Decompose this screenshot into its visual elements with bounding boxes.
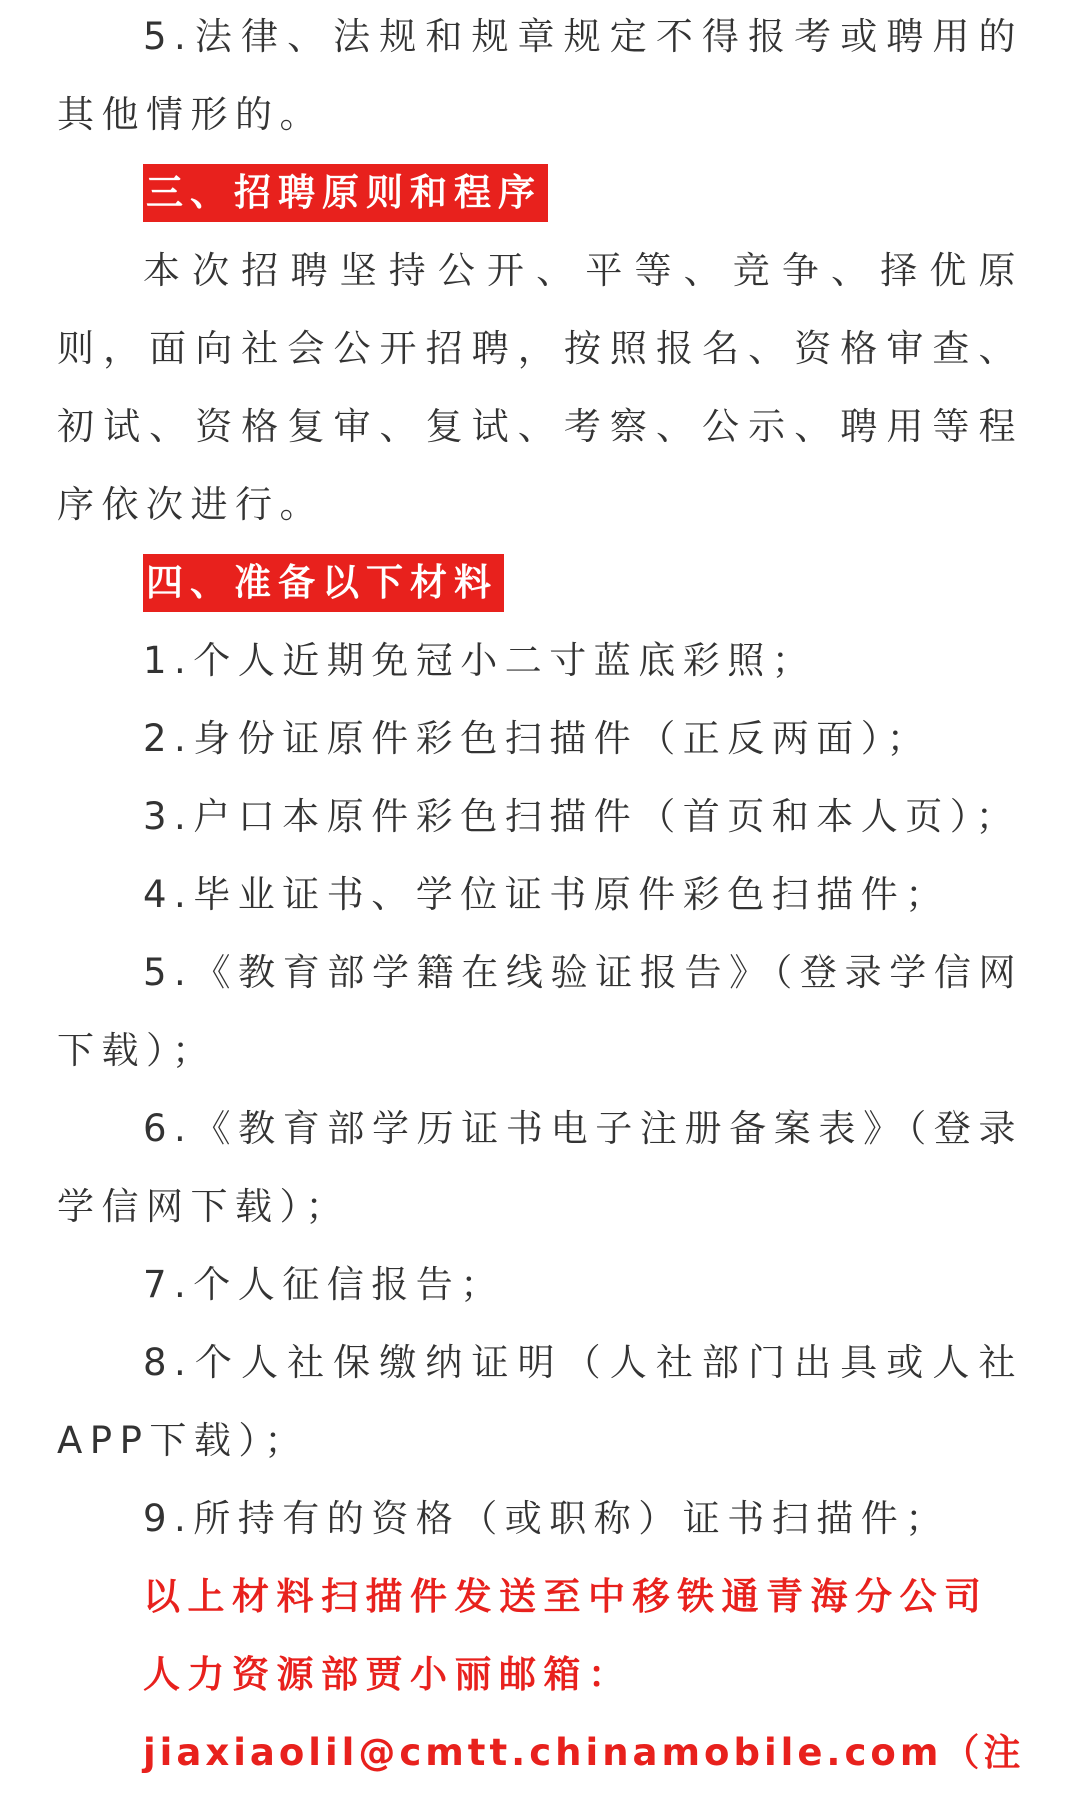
material-item-6: 6.《教育部学历证书电子注册备案表》（登录学信网下载）； <box>57 1107 1023 1228</box>
section-4-heading-label: 四、准备以下材料 <box>143 554 504 612</box>
material-item-7: 7.个人征信报告； <box>143 1263 505 1306</box>
submission-notice-line-2 <box>143 1636 1023 1714</box>
article-content <box>57 0 1023 1792</box>
email-line <box>143 1714 1023 1792</box>
material-item-3: 3.户口本原件彩色扫描件（首页和本人页）； <box>143 795 1021 838</box>
material-item-4: 4.毕业证书、学位证书原件彩色扫描件； <box>143 873 950 916</box>
submission-notice-text-1: 以上材料扫描件发送至中移铁通青海分公司 <box>143 1575 989 1618</box>
section-3-heading-label: 三、招聘原则和程序 <box>143 164 548 222</box>
submission-notice-line-1 <box>143 1558 1023 1636</box>
material-item-5: 5.《教育部学籍在线验证报告》（登录学信网下载）； <box>57 951 1023 1072</box>
submission-notice-text-2: 人力资源部贾小丽邮箱： <box>143 1653 633 1696</box>
material-item-1: 1.个人近期免冠小二寸蓝底彩照； <box>143 639 817 682</box>
disqualification-item-5: 5.法律、法规和规章规定不得报考或聘用的其他情形的。 <box>57 15 1023 136</box>
email-line-note-start: 注 <box>983 1731 1025 1774</box>
section-3-heading <box>143 154 1023 232</box>
material-item-2: 2.身份证原件彩色扫描件（正反两面）； <box>143 717 932 760</box>
material-item-9: 9.所持有的资格（或职称）证书扫描件； <box>143 1497 950 1540</box>
section-3-body: 本次招聘坚持公开、平等、竞争、择优原则，面向社会公开招聘，按照报名、资格审查、初试、资格复审、复试、考察、公示、聘用等程序依次进行。 <box>57 249 1023 526</box>
section-4-heading <box>143 544 1023 622</box>
material-item-8: 8.个人社保缴纳证明（人社部门出具或人社APP下载）； <box>57 1341 1023 1462</box>
email-address-link[interactable]: jiaxiaolil@cmtt.chinamobile.com（ <box>143 1731 984 1774</box>
